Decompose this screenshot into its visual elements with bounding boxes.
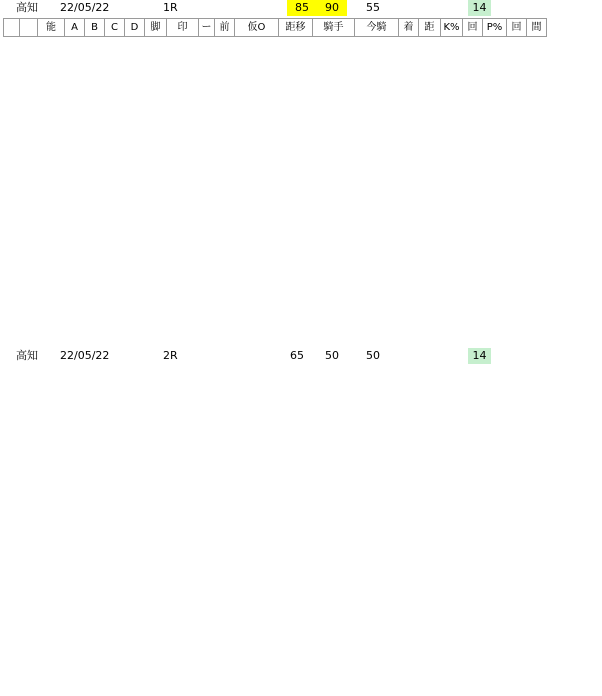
top-num-1: 85 <box>287 0 317 16</box>
col-header-col-d: D <box>125 19 145 37</box>
col-header-col-a: A <box>65 19 85 37</box>
col-header-style: 脚 <box>145 19 167 37</box>
col-header-count: 回 <box>463 19 483 37</box>
race-date: 22/05/22 <box>60 1 110 14</box>
header-row <box>4 19 547 37</box>
col-header-ability: 能 <box>38 19 65 37</box>
col-header-record: 騎手 <box>313 19 355 37</box>
col-header-bracket: ー <box>199 19 215 37</box>
col-header-interval: 間 <box>527 19 547 37</box>
col-header-dist: 距 <box>419 19 441 37</box>
track-name: 高知 <box>16 349 38 362</box>
top-num-2: 90 <box>317 0 347 16</box>
race-date: 22/05/22 <box>60 349 110 362</box>
race-table <box>3 18 547 37</box>
col-header-finish: 着 <box>399 19 419 37</box>
top-num-3: 55 <box>366 1 380 14</box>
col-header-p-pct: P% <box>483 19 507 37</box>
field-size: 14 <box>468 0 491 16</box>
top-num-2: 50 <box>325 349 339 362</box>
col-header-jockey: 今騎 <box>355 19 399 37</box>
col-header-mark: 印 <box>167 19 199 37</box>
col-header-gate <box>20 19 38 37</box>
col-header-count2: 回 <box>507 19 527 37</box>
col-header-row-num <box>4 19 20 37</box>
race-number: 1R <box>163 1 178 14</box>
track-name: 高知 <box>16 1 38 14</box>
top-num-3: 50 <box>366 349 380 362</box>
col-header-pre: 前 <box>215 19 235 37</box>
race-number: 2R <box>163 349 178 362</box>
col-header-col-c: C <box>105 19 125 37</box>
field-size: 14 <box>468 348 491 364</box>
col-header-k-pct: K% <box>441 19 463 37</box>
col-header-dist-move: 距移 <box>279 19 313 37</box>
col-header-col-b: B <box>85 19 105 37</box>
top-num-1: 65 <box>290 349 304 362</box>
col-header-odds: 仮O <box>235 19 279 37</box>
race-block-2 <box>0 348 602 696</box>
